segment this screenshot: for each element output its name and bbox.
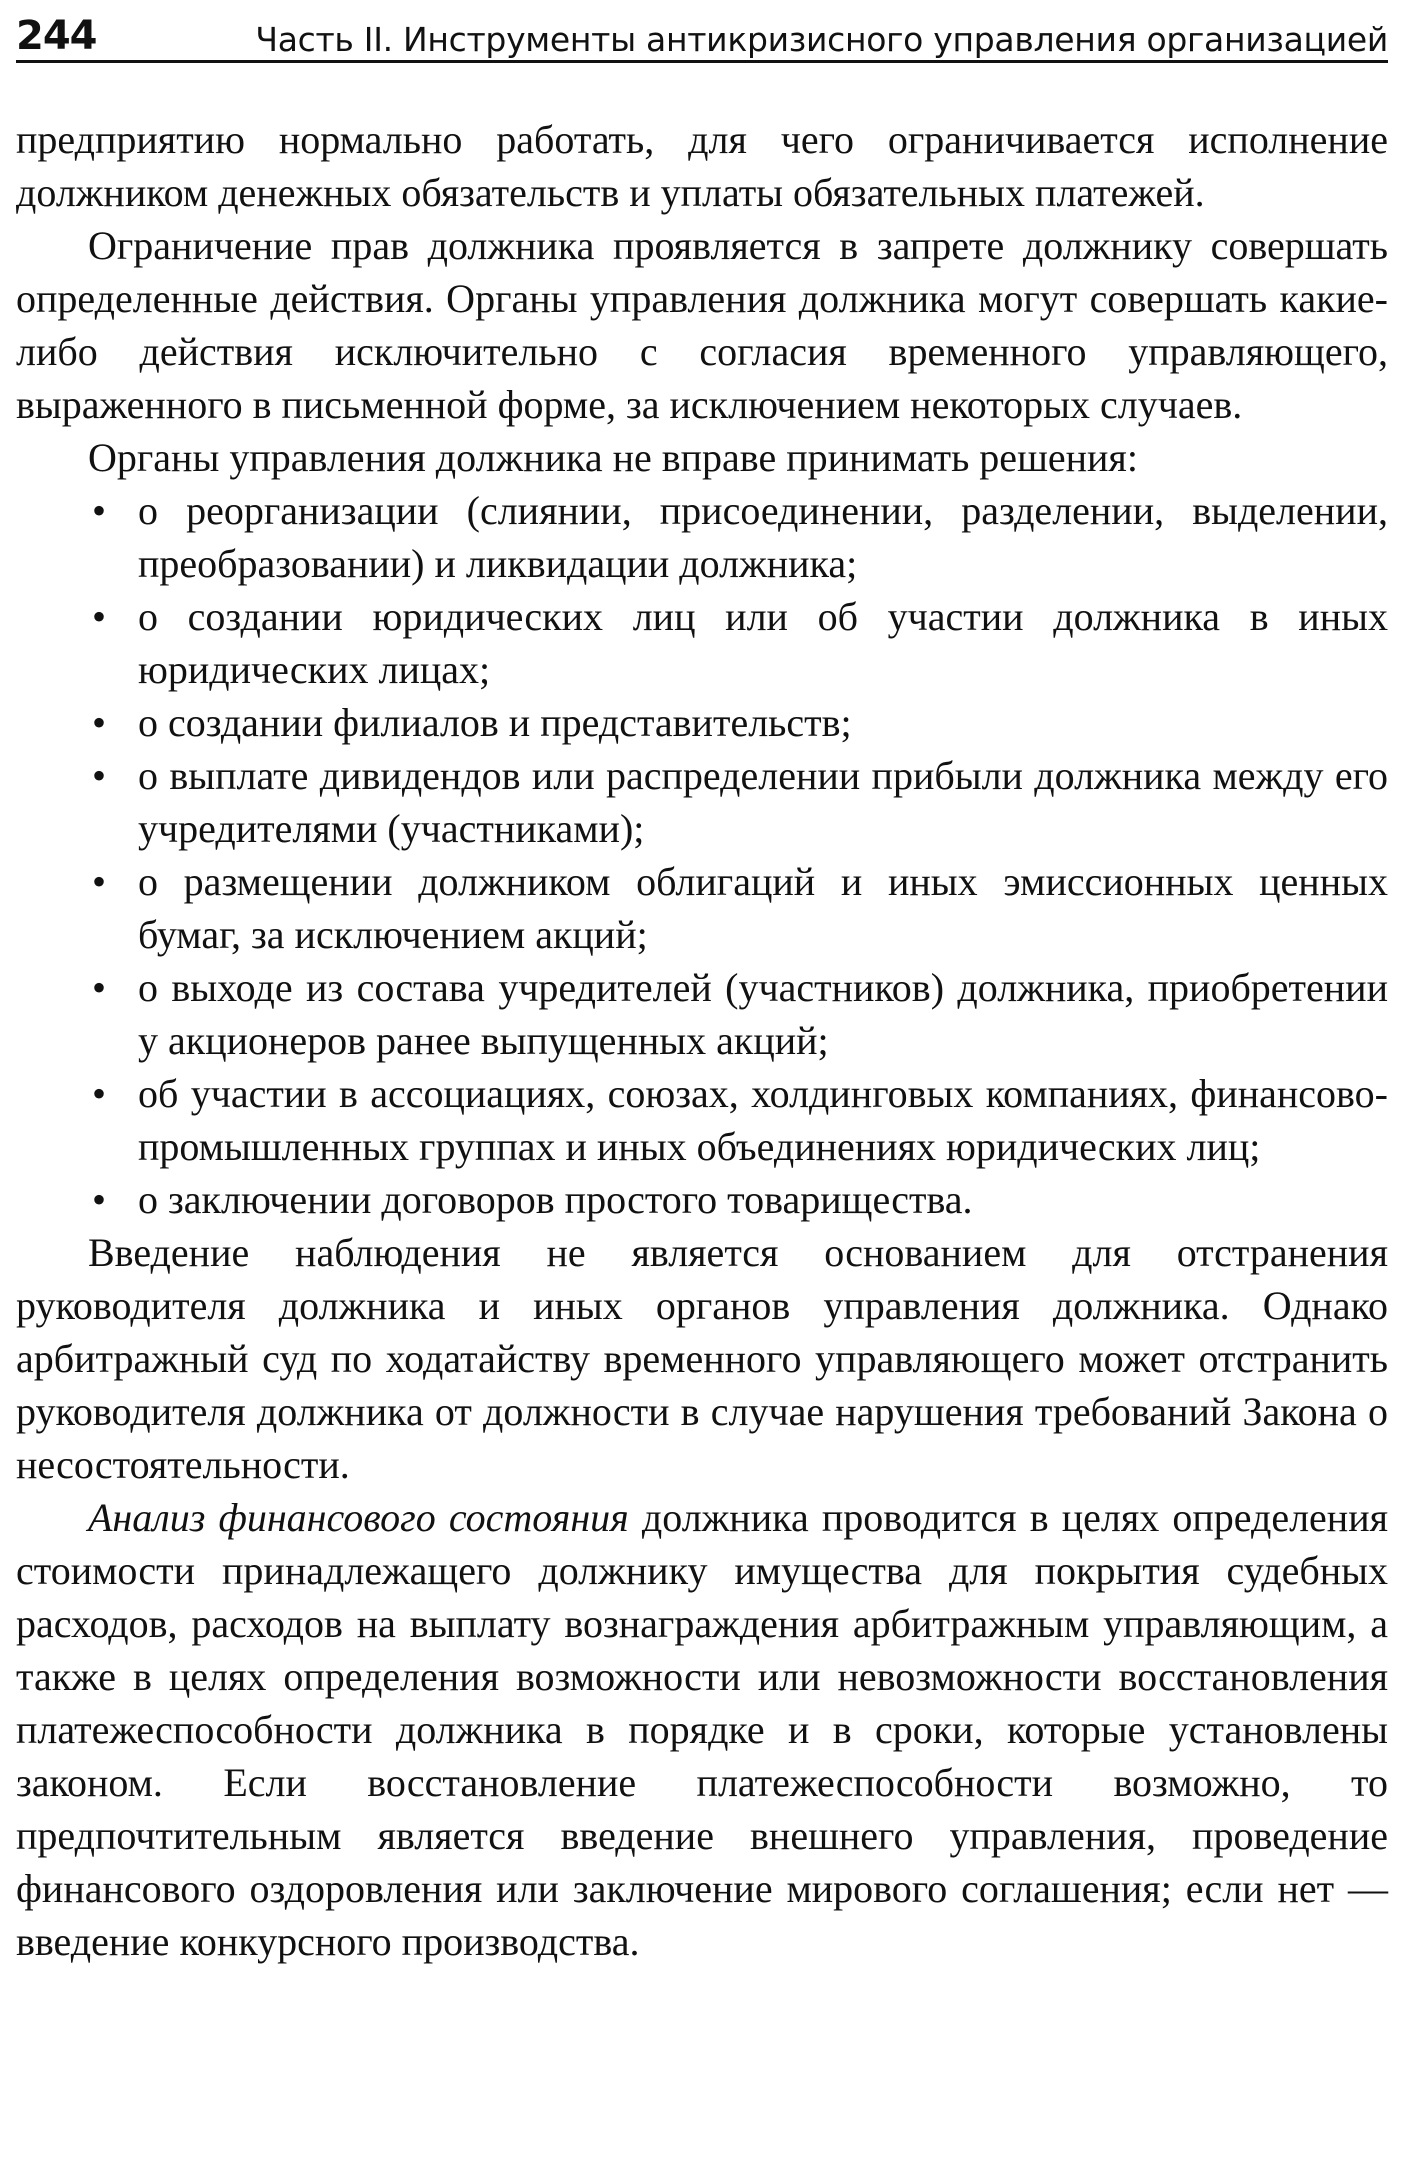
italic-term: Анализ финансового состояния	[88, 1495, 629, 1540]
restrictions-list	[16, 484, 1388, 1226]
paragraph-continuation: предприятию нормально работать, для чего ограничивается исполнение должником денежных обязательств и уплаты обязательных платежей.	[16, 117, 1388, 215]
bullet-icon: •	[92, 1071, 107, 1116]
list-item-text: о выходе из состава учредителей (участников) должника, приобретении у акционеров ранее выпущенных акций;	[138, 965, 1388, 1063]
bullet-icon: •	[92, 700, 107, 745]
paragraph-supervision: Введение наблюдения не является основанием для отстранения руководителя должника и иных органов управления должника. Однако арбитражный суд по ходатайству временного управляющего может отстранить руководителя должника от должности в случае нарушения требований Закона о несостоятельности.	[16, 1230, 1388, 1487]
bullet-icon: •	[92, 965, 107, 1010]
page-header	[16, 10, 1388, 63]
paragraph-text: должника проводится в целях определения стоимости принадлежащего должнику имущества для покрытия судебных расходов, расходов на выплату вознаграждения арбитражным управляющим, а также в целях определения возможности или невозможности восстановления платежеспособности должника в порядке и в сроки, которые установлены законом. Если восстановление платежеспособности возможно, то предпочтительным является введение внешнего управления, проведение финансового оздоровления или заключение мирового соглашения; если нет — введение конкурсного производства.	[16, 1495, 1389, 1964]
list-item	[16, 1173, 1388, 1226]
list-item	[16, 749, 1388, 855]
bullet-icon: •	[92, 753, 107, 798]
bullet-icon: •	[92, 594, 107, 639]
list-item-text: о создании юридических лиц или об участии должника в иных юридических лицах;	[138, 594, 1388, 692]
list-item	[16, 855, 1388, 961]
list-item-text: о размещении должником облигаций и иных эмиссионных ценных бумаг, за исключением акций;	[138, 859, 1388, 957]
list-item-text: об участии в ассоциациях, союзах, холдинговых компаниях, финансово-промышленных группах и иных объединениях юридических лиц;	[138, 1071, 1388, 1169]
bullet-icon: •	[92, 1177, 107, 1222]
list-item	[16, 590, 1388, 696]
list-item-text: о реорганизации (слиянии, присоединении, разделении, выделении, преобразовании) и ликвидации должника;	[138, 488, 1388, 586]
paragraph-debtor-rights: Ограничение прав должника проявляется в запрете должнику совершать определенные действия. Органы управления должника могут совершать какие-либо действия исключительно с согласия временного управляющего, выраженного в письменной форме, за исключением некоторых случаев.	[16, 223, 1388, 427]
running-head: Часть II. Инструменты антикризисного управления организацией	[255, 20, 1388, 59]
paragraph-financial-analysis	[16, 1491, 1388, 1968]
page-body	[16, 113, 1388, 1968]
list-item-text: о выплате дивидендов или распределении прибыли должника между его учредителями (участниками);	[138, 753, 1388, 851]
paragraph-list-intro: Органы управления должника не вправе принимать решения:	[88, 435, 1138, 480]
list-item	[16, 696, 1388, 749]
list-item	[16, 1067, 1388, 1173]
book-page	[16, 10, 1388, 1968]
bullet-icon: •	[92, 488, 107, 533]
list-item-text: о заключении договоров простого товарищества.	[138, 1177, 973, 1222]
list-item	[16, 961, 1388, 1067]
list-item-text: о создании филиалов и представительств;	[138, 700, 852, 745]
page-number: 244	[16, 13, 97, 59]
bullet-icon: •	[92, 859, 107, 904]
list-item	[16, 484, 1388, 590]
